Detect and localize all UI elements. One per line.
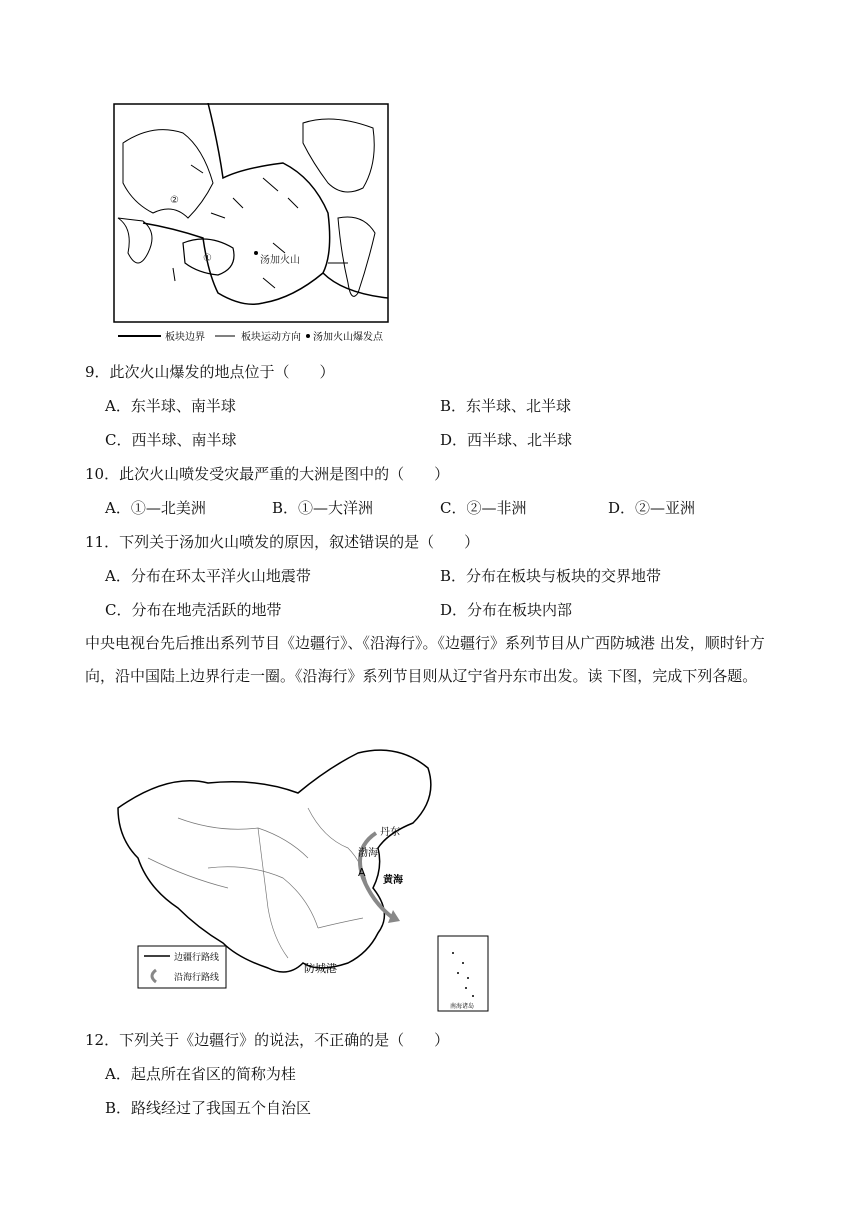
q10-stem: 10．此次火山喷发受灾最严重的大洲是图中的（ ）: [85, 465, 450, 483]
tonga-volcano-point: [254, 251, 258, 255]
q10-option-a[interactable]: A．①—北美洲: [105, 499, 206, 517]
q12-stem: 12．下列关于《边疆行》的说法，不正确的是（ ）: [85, 1031, 450, 1049]
q11-option-c[interactable]: C．分布在地壳活跃的地带: [105, 601, 282, 619]
plate-map-svg: [113, 103, 393, 343]
china-map-svg: [108, 738, 493, 1013]
passage-text: 中央电视台先后推出系列节目《边疆行》、《沿海行》。《边疆行》系列节目从广西防城港 出发，顺时针方向，沿中国陆上边界行走一圈。《沿海行》系列节目则从辽宁省丹东市出发。读 下图，完成下列各题。: [85, 634, 765, 685]
q12-option-b[interactable]: B．路线经过了我国五个自治区: [105, 1099, 312, 1117]
q10-option-b[interactable]: B．①—大洋洲: [272, 499, 374, 517]
label-a: A: [358, 866, 366, 879]
q11-option-a[interactable]: A．分布在环太平洋火山地震带: [105, 567, 311, 585]
q9-stem: 9．此次火山爆发的地点位于（ ）: [85, 363, 335, 381]
legend-motion: 板块运动方向: [241, 332, 301, 343]
q9-option-d[interactable]: D．西半球、北半球: [440, 431, 573, 449]
q10-option-c[interactable]: C．②—非洲: [440, 499, 527, 517]
label-bohai: 渤海: [358, 848, 378, 859]
china-map: [108, 738, 493, 1013]
legend-boundary: 板块边界: [165, 332, 205, 343]
marker-2: ②: [170, 195, 179, 206]
q9-option-c[interactable]: C．西半球、南半球: [105, 431, 237, 449]
q11-option-d[interactable]: D．分布在板块内部: [440, 601, 573, 619]
label-huanghai: 黄海: [383, 875, 403, 886]
plate-map: [113, 103, 393, 343]
legend-coast-route: 沿海行路线: [174, 973, 220, 983]
legend-eruption: 汤加火山爆发点: [313, 332, 383, 343]
q10-option-d[interactable]: D．②—亚洲: [608, 499, 696, 517]
inset-label: 南海诸岛: [450, 1003, 475, 1010]
q9-option-a[interactable]: A．东半球、南半球: [105, 397, 236, 415]
label-dandong: 丹东: [380, 827, 400, 838]
marker-1: ①: [203, 253, 212, 264]
label-fangcheng: 防城港: [304, 962, 337, 975]
legend-border-route: 边疆行路线: [174, 953, 220, 963]
q11-stem: 11．下列关于汤加火山喷发的原因，叙述错误的是（ ）: [85, 533, 480, 551]
tonga-label: 汤加火山: [260, 255, 300, 266]
q12-option-a[interactable]: A．起点所在省区的简称为桂: [105, 1065, 296, 1083]
q9-option-b[interactable]: B．东半球、北半球: [440, 397, 572, 415]
q11-option-b[interactable]: B．分布在板块与板块的交界地带: [440, 567, 662, 585]
